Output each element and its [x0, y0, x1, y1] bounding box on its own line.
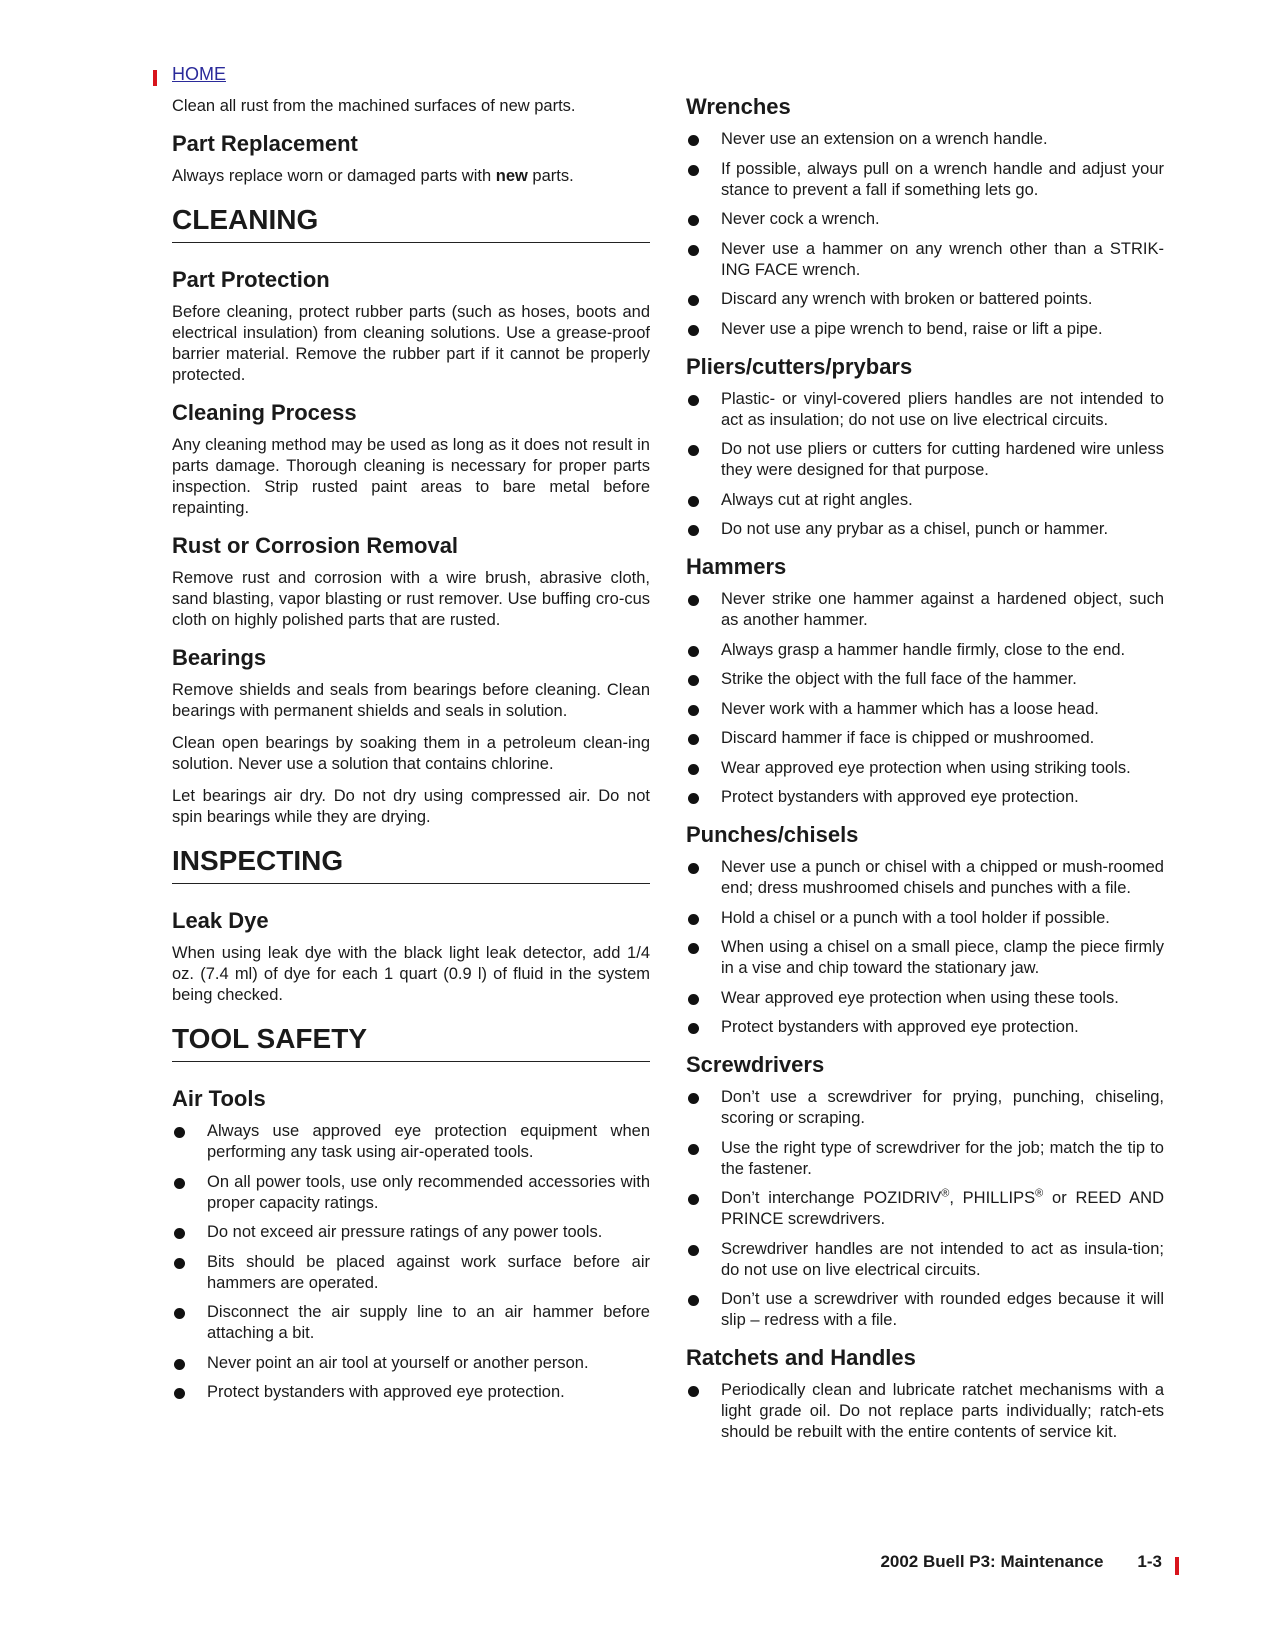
- ratchets-heading: Ratchets and Handles: [686, 1345, 916, 1370]
- bearings-text-1: Remove shields and seals from bearings before cleaning. Clean bearings with permanent shields and seals in solution.: [172, 681, 650, 720]
- cleaning-process-text: Any cleaning method may be used as long as it does not result in parts damage. Thorough cleaning is necessary for proper parts inspection. Strip rusted paint areas to bare metal before repainting.: [172, 436, 650, 517]
- home-link[interactable]: HOME: [172, 64, 226, 84]
- list-item: Strike the object with the full face of the hammer.: [686, 669, 1164, 690]
- leak-dye-heading: Leak Dye: [172, 908, 269, 933]
- bearings-text-3: Let bearings air dry. Do not dry using compressed air. Do not spin bearings while they are drying.: [172, 787, 650, 826]
- page-number: 1-3: [1137, 1552, 1162, 1571]
- list-item: Always cut at right angles.: [686, 490, 1164, 511]
- part-replacement-text: Always replace worn or damaged parts with new parts.: [172, 167, 574, 185]
- left-column: [172, 96, 650, 1412]
- list-item: Protect bystanders with approved eye protection.: [686, 787, 1164, 808]
- pliers-heading: Pliers/cutters/prybars: [686, 353, 913, 379]
- hammers-heading: Hammers: [686, 554, 787, 579]
- list-item: Don’t interchange POZIDRIV®, PHILLIPS® or REED AND PRINCE screwdrivers.: [686, 1188, 1164, 1230]
- list-item: Plastic- or vinyl-covered pliers handles are not intended to act as insulation; do not use on live electrical circuits.: [686, 389, 1164, 431]
- punches-heading: Punches/chisels: [686, 822, 859, 847]
- bearings-heading: Bearings: [172, 645, 267, 670]
- list-item: Do not use any prybar as a chisel, punch or hammer.: [686, 519, 1164, 540]
- registered-mark: ®: [1035, 1187, 1044, 1200]
- wrenches-heading: Wrenches: [686, 94, 791, 119]
- hammers-list: [686, 589, 1164, 808]
- list-item: Always use approved eye protection equipment when performing any task using air-operated tools.: [172, 1121, 650, 1163]
- list-item: On all power tools, use only recommended accessories with proper capacity ratings.: [172, 1172, 650, 1214]
- page-footer: [700, 1552, 1162, 1572]
- list-item: Do not exceed air pressure ratings of any power tools.: [172, 1222, 650, 1243]
- list-item: Bits should be placed against work surface before air hammers are operated.: [172, 1252, 650, 1294]
- leak-dye-text: When using leak dye with the black light leak detector, add 1/4 oz. (7.4 ml) of dye for each 1 quart (0.9 l) of fluid in the system being checked.: [172, 944, 650, 1004]
- air-tools-list: [172, 1121, 650, 1403]
- list-item: Protect bystanders with approved eye protection.: [686, 1017, 1164, 1038]
- home-marker: [153, 70, 157, 86]
- list-item: Hold a chisel or a punch with a tool holder if possible.: [686, 908, 1164, 929]
- list-item: Disconnect the air supply line to an air hammer before attaching a bit.: [172, 1302, 650, 1344]
- list-item: Never work with a hammer which has a loose head.: [686, 699, 1164, 720]
- wrenches-list: [686, 129, 1164, 340]
- registered-mark: ®: [941, 1187, 950, 1200]
- tool-safety-heading: TOOL SAFETY: [172, 1028, 650, 1062]
- rust-removal-text: Remove rust and corrosion with a wire brush, abrasive cloth, sand blasting, vapor blasting or rust remover. Use buffing cro-cus cloth on highly polished parts that are rusted.: [172, 569, 650, 629]
- ratchets-list: [686, 1380, 1164, 1443]
- list-item: Never cock a wrench.: [686, 209, 1164, 230]
- inspecting-heading: INSPECTING: [172, 850, 650, 884]
- list-item: If possible, always pull on a wrench handle and adjust your stance to prevent a fall if something lets go.: [686, 159, 1164, 201]
- list-item: Don’t use a screwdriver with rounded edges because it will slip – redress with a file.: [686, 1289, 1164, 1331]
- part-protection-heading: Part Protection: [172, 267, 330, 292]
- air-tools-heading: Air Tools: [172, 1086, 266, 1111]
- cleaning-process-heading: Cleaning Process: [172, 400, 357, 425]
- part-protection-text: Before cleaning, protect rubber parts (such as hoses, boots and electrical insulation) from cleaning solutions. Use a grease-proof barrier material. Remove the rubber part if it cannot be properly protected.: [172, 303, 650, 384]
- part-replacement-heading: Part Replacement: [172, 131, 358, 156]
- list-item: Discard any wrench with broken or battered points.: [686, 289, 1164, 310]
- list-item: Never use a hammer on any wrench other than a STRIK-ING FACE wrench.: [686, 239, 1164, 281]
- rust-removal-heading: Rust or Corrosion Removal: [172, 533, 459, 558]
- list-item: Never point an air tool at yourself or another person.: [172, 1353, 650, 1374]
- list-item: Always grasp a hammer handle firmly, close to the end.: [686, 640, 1164, 661]
- screwdrivers-heading: Screwdrivers: [686, 1052, 825, 1077]
- screwdrivers-list: [686, 1087, 1164, 1331]
- footer-marker: [1175, 1557, 1179, 1575]
- intro-text: Clean all rust from the machined surfaces of new parts.: [172, 97, 576, 115]
- list-item: Don’t use a screwdriver for prying, punching, chiseling, scoring or scraping.: [686, 1087, 1164, 1129]
- list-item: Never use an extension on a wrench handle.: [686, 129, 1164, 150]
- right-column: [686, 96, 1164, 1452]
- list-item: Do not use pliers or cutters for cutting hardened wire unless they were designed for that purpose.: [686, 439, 1164, 481]
- list-item: Wear approved eye protection when using these tools.: [686, 988, 1164, 1009]
- list-item: Never strike one hammer against a hardened object, such as another hammer.: [686, 589, 1164, 631]
- list-item: Periodically clean and lubricate ratchet mechanisms with a light grade oil. Do not replace parts individually; ratch-ets should be rebuilt with the entire contents of service kit.: [686, 1380, 1164, 1443]
- bearings-text-2: Clean open bearings by soaking them in a petroleum clean-ing solution. Never use a solution that contains chlorine.: [172, 734, 650, 773]
- pliers-list: [686, 389, 1164, 541]
- punches-list: [686, 857, 1164, 1038]
- list-item: Protect bystanders with approved eye protection.: [172, 1382, 650, 1403]
- list-item: Wear approved eye protection when using striking tools.: [686, 758, 1164, 779]
- list-item: Never use a pipe wrench to bend, raise or lift a pipe.: [686, 319, 1164, 340]
- list-item: Use the right type of screwdriver for the job; match the tip to the fastener.: [686, 1138, 1164, 1180]
- list-item: Screwdriver handles are not intended to act as insula-tion; do not use on live electrical circuits.: [686, 1239, 1164, 1281]
- footer-title: 2002 Buell P3: Maintenance: [880, 1552, 1104, 1571]
- list-item: Never use a punch or chisel with a chipped or mush-roomed end; dress mushroomed chisels and punches with a file.: [686, 857, 1164, 899]
- list-item: Discard hammer if face is chipped or mushroomed.: [686, 728, 1164, 749]
- cleaning-heading: CLEANING: [172, 209, 650, 243]
- list-item: When using a chisel on a small piece, clamp the piece firmly in a vise and chip toward the stationary jaw.: [686, 937, 1164, 979]
